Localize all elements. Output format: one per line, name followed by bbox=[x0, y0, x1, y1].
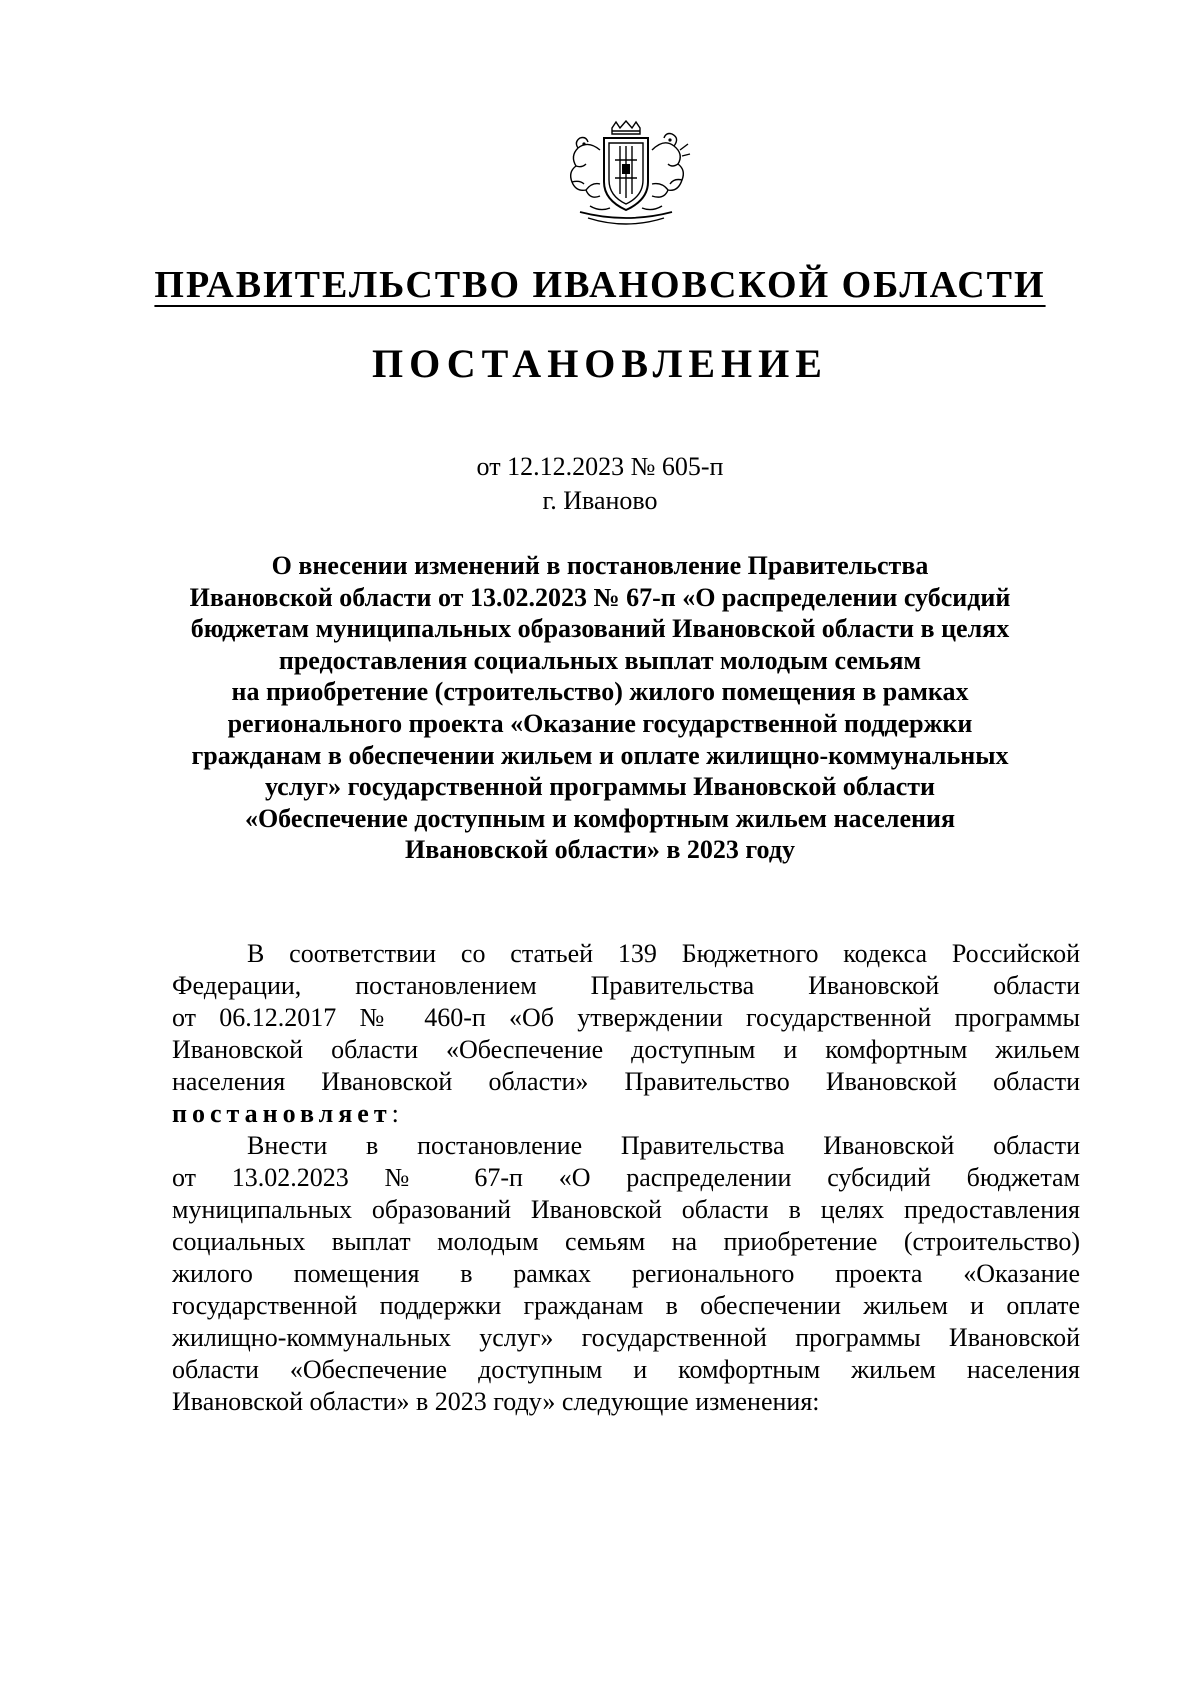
paragraph-line: Ивановской области «Обеспечение доступным и комфортным жильем bbox=[172, 1035, 1080, 1064]
paragraph-line: области «Обеспечение доступным и комфортным жильем населения bbox=[172, 1355, 1080, 1384]
document-type: ПОСТАНОВЛЕНИЕ bbox=[372, 341, 828, 386]
city: г. Иваново bbox=[542, 486, 658, 515]
title-line: услуг» государственной программы Ивановской области bbox=[264, 772, 936, 802]
date-and-number: от 12.12.2023 № 605-п bbox=[476, 452, 724, 481]
resolves-word: постановляет bbox=[172, 1099, 392, 1128]
paragraph-line: от 13.02.2023 № 67-п «О распределении субсидий бюджетам bbox=[172, 1163, 1080, 1192]
title-line: Ивановской области от 13.02.2023 № 67-п «О распределении субсидий bbox=[189, 582, 1011, 612]
paragraph-line: муниципальных образований Ивановской области в целях предоставления bbox=[172, 1195, 1080, 1224]
paragraph-line: В соответствии со статьей 139 Бюджетного кодекса Российской bbox=[247, 939, 1080, 968]
title-line: гражданам в обеспечении жильем и оплате жилищно-коммунальных bbox=[191, 740, 1009, 770]
document-title bbox=[150, 550, 1050, 866]
issuing-authority bbox=[0, 262, 1200, 308]
resolves-line bbox=[172, 1098, 1080, 1130]
title-line: на приобретение (строительство) жилого помещения в рамках bbox=[231, 677, 969, 707]
paragraph-line: Внести в постановление Правительства Ивановской области bbox=[247, 1131, 1080, 1160]
title-line: регионального проекта «Оказание государственной поддержки bbox=[227, 708, 973, 738]
title-line: Ивановской области» в 2023 году bbox=[405, 835, 795, 865]
paragraph-line: Федерации, постановлением Правительства Ивановской области bbox=[172, 971, 1080, 1000]
paragraph-line: населения Ивановской области» Правительство Ивановской области bbox=[172, 1067, 1080, 1096]
paragraph-line: от 06.12.2017 № 460-п «Об утверждении государственной программы bbox=[172, 1003, 1080, 1032]
paragraph-line: Ивановской области» в 2023 году» следующие изменения: bbox=[172, 1387, 820, 1416]
paragraph-line: социальных выплат молодым семьям на приобретение (строительство) bbox=[172, 1227, 1080, 1256]
paragraph-line: жилищно-коммунальных услуг» государственной программы Ивановской bbox=[172, 1323, 1080, 1352]
authority-text: ПРАВИТЕЛЬСТВО ИВАНОВСКОЙ ОБЛАСТИ bbox=[154, 264, 1046, 306]
title-line: бюджетам муниципальных образований Ивановской области в целях bbox=[190, 614, 1010, 644]
title-line: предоставления социальных выплат молодым семьям bbox=[278, 645, 922, 675]
paragraph-line: жилого помещения в рамках регионального проекта «Оказание bbox=[172, 1259, 1080, 1288]
title-line: «Обеспечение доступным и комфортным жильем населения bbox=[244, 803, 956, 833]
resolves-punctuation: : bbox=[391, 1099, 399, 1128]
document-body bbox=[172, 938, 1080, 1418]
paragraph-line: государственной поддержки гражданам в обеспечении жильем и оплате bbox=[172, 1291, 1080, 1320]
coat-of-arms-icon bbox=[560, 120, 692, 232]
title-line: О внесении изменений в постановление Правительства bbox=[271, 551, 929, 580]
document-meta bbox=[0, 450, 1200, 518]
